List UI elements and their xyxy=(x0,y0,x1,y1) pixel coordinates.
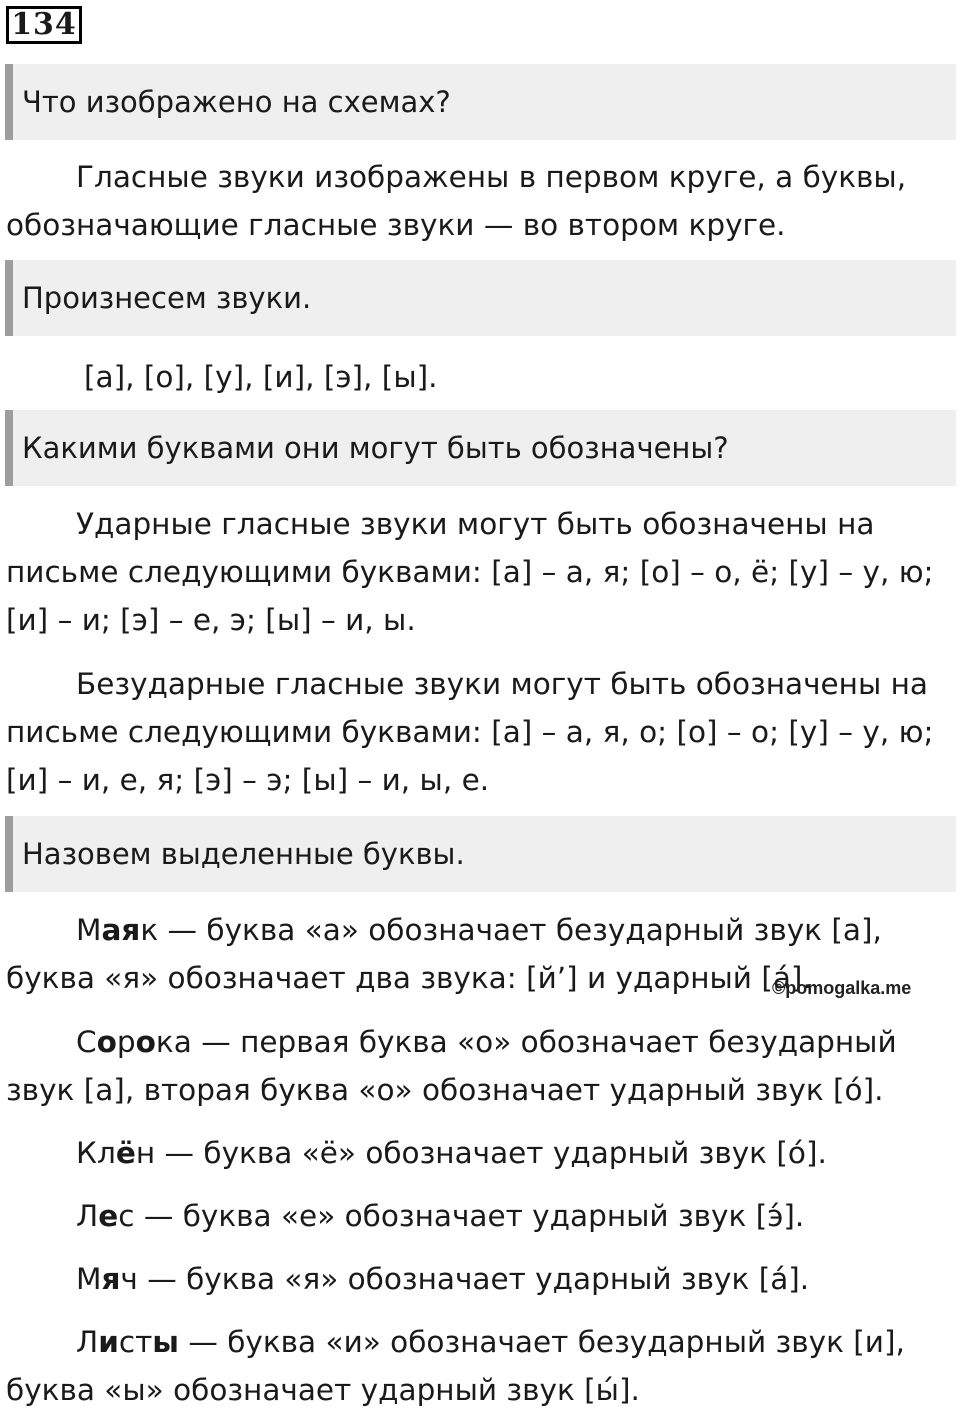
explanation-text: — буква «ё» обозначает ударный звук [о́]. xyxy=(155,1136,827,1170)
question-text: Что изображено на схемах? xyxy=(22,85,451,119)
task-number: 134 xyxy=(6,6,82,44)
question-text: Произнесем звуки. xyxy=(22,281,312,315)
word-explanation xyxy=(6,1318,936,1414)
highlighted-word: Листы xyxy=(76,1325,179,1359)
explanation-text: — первая буква «о» обозначает безударный звук [а], вторая буква «о» обозначает ударный звук [о́]. xyxy=(6,1025,897,1107)
answer-paragraph: Безударные гласные звуки могут быть обозначены на письме следующими буквами: [а] – а, я, о; [о] – о; [у] – у, ю; [и] – и, е, я; [э] – э; [ы] – и, ы, е. xyxy=(6,667,934,797)
explanation-text: — буква «я» обозначает ударный звук [а́]. xyxy=(137,1262,810,1296)
word-explanation xyxy=(6,1192,936,1240)
answer-paragraph: Ударные гласные звуки могут быть обозначены на письме следующими буквами: [а] – а, я; [о] – о, ё; [у] – у, ю; [и] – и; [э] – е, э; [ы] – и, ы. xyxy=(6,507,934,637)
explanation-text: — буква «а» обозначает безударный звук [а], буква «я» обозначает два звука: [й’] и ударный [а́]. xyxy=(6,913,882,995)
question-bar-3 xyxy=(5,410,956,486)
word-explanation xyxy=(6,1255,936,1303)
explanation-text: — буква «е» обозначает ударный звук [э́]. xyxy=(134,1199,805,1233)
question-text: Какими буквами они могут быть обозначены? xyxy=(22,431,729,465)
highlighted-word: Мяч xyxy=(76,1262,138,1296)
explanation-text: — буква «и» обозначает безударный звук [и], буква «ы» обозначает ударный звук [ы́]. xyxy=(6,1325,905,1407)
answer-paragraph: Гласные звуки изображены в первом круге, а буквы, обозначающие гласные звуки — во втором круге. xyxy=(6,160,907,242)
sounds-list: [а], [о], [у], [и], [э], [ы]. xyxy=(84,360,438,394)
question-text: Назовем выделенные буквы. xyxy=(22,837,465,871)
word-explanation xyxy=(6,1129,936,1177)
question-bar-2 xyxy=(5,260,956,336)
highlighted-word: Лес xyxy=(76,1199,135,1233)
word-explanation xyxy=(6,1018,936,1114)
highlighted-word: Сорока xyxy=(76,1025,192,1059)
highlighted-word: Маяк xyxy=(76,913,159,947)
question-bar-1 xyxy=(5,64,956,140)
question-bar-4 xyxy=(5,816,956,892)
watermark: ©pomogalka.me xyxy=(772,978,912,998)
highlighted-word: Клён xyxy=(76,1136,156,1170)
